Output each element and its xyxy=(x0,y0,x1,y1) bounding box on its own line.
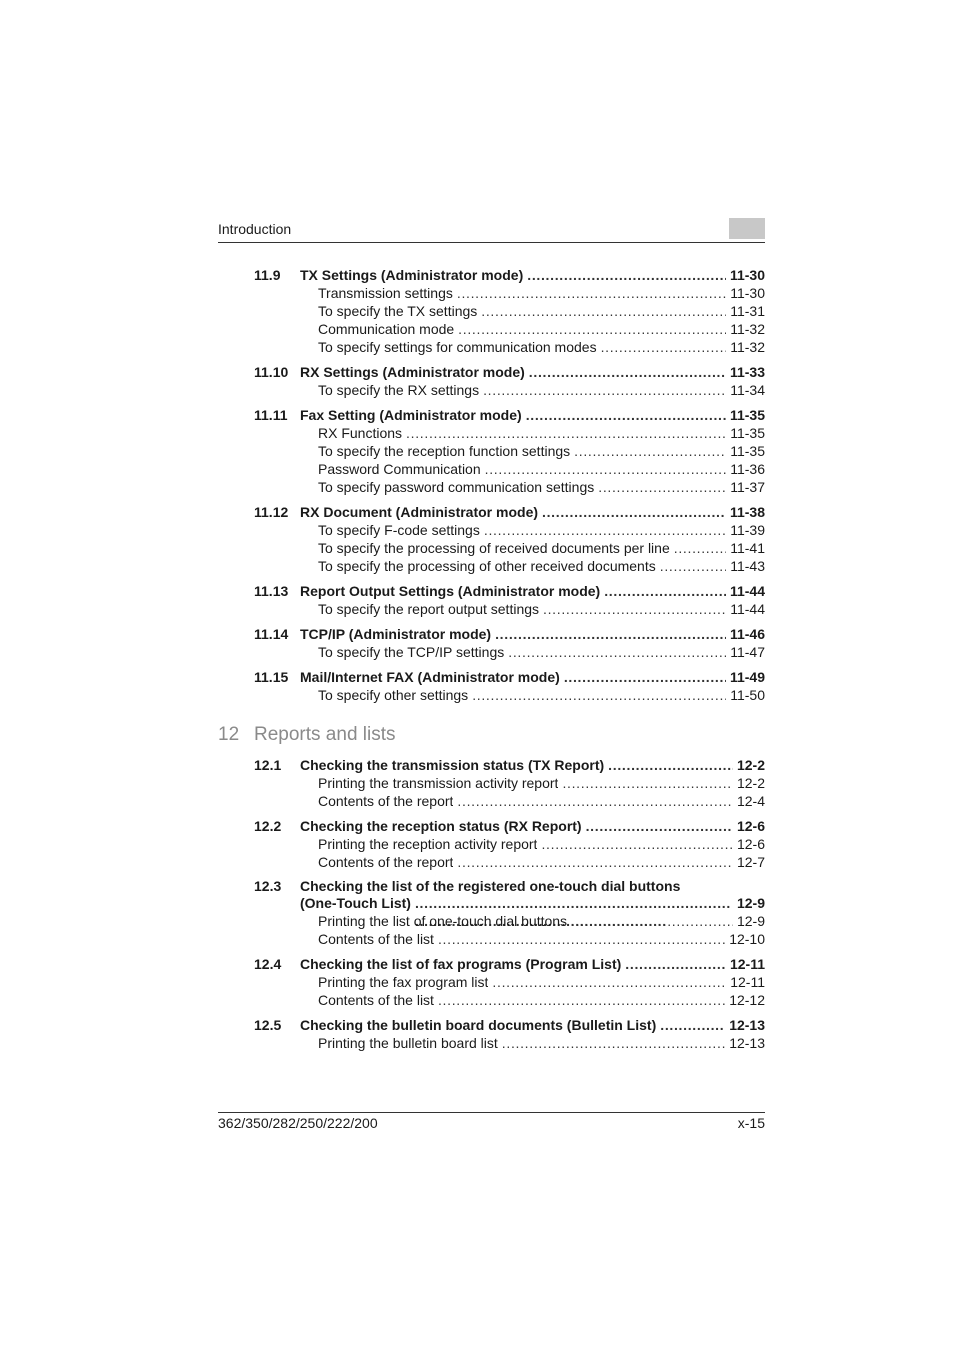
leader-dots xyxy=(574,442,726,460)
toc-subentry-page: 12-7 xyxy=(736,854,765,870)
leader-dots xyxy=(598,478,726,496)
toc-subentry[interactable] xyxy=(218,600,765,618)
toc-subentry-title: To specify the TX settings xyxy=(318,303,478,319)
toc-entry-number: 11.9 xyxy=(254,267,281,283)
toc-entry-page: 11-46 xyxy=(729,626,765,642)
leader-dots xyxy=(543,600,726,618)
toc-entry-line-2 xyxy=(218,894,765,912)
toc-subentry[interactable] xyxy=(218,991,765,1009)
toc-entry-title: TX Settings (Administrator mode) xyxy=(300,267,524,283)
leader-dots xyxy=(484,521,726,539)
toc-subentry-page: 11-44 xyxy=(730,601,765,617)
toc-subentry[interactable] xyxy=(218,460,765,478)
toc-entry-number: 12.1 xyxy=(254,757,282,773)
toc-section xyxy=(218,582,765,618)
toc-subentry-title: Transmission settings xyxy=(318,285,453,301)
toc-entry-line-1 xyxy=(218,878,765,894)
toc-subentry-title: To specify the RX settings xyxy=(318,382,480,398)
leader-dots xyxy=(541,835,733,853)
chapter-title: Reports and lists xyxy=(254,724,396,745)
toc-entry[interactable] xyxy=(218,955,765,973)
chapter-heading[interactable] xyxy=(218,724,765,746)
toc-subentry[interactable] xyxy=(218,973,765,991)
chapter-number: 12 xyxy=(218,724,240,745)
leader-dots xyxy=(526,406,726,424)
toc-entry-title: RX Settings (Administrator mode) xyxy=(300,364,525,380)
toc-section xyxy=(218,1016,765,1052)
toc-entry[interactable] xyxy=(218,756,765,774)
toc-subentry-page: 12-6 xyxy=(736,836,765,852)
toc-section xyxy=(218,503,765,575)
toc-entry-title: Checking the list of fax programs (Program List) xyxy=(300,956,622,972)
toc-section xyxy=(218,668,765,704)
toc-entry-title: Mail/Internet FAX (Administrator mode) xyxy=(300,669,560,685)
toc-subentry[interactable] xyxy=(218,774,765,792)
toc-section xyxy=(218,266,765,356)
footer-model: 362/350/282/250/222/200 xyxy=(218,1115,378,1131)
toc-subentry-page: 11-43 xyxy=(730,558,765,574)
toc-section xyxy=(218,817,765,871)
leader-dots xyxy=(458,320,726,338)
toc-subentry-title: Printing the list of one-touch dial buttons xyxy=(318,913,568,929)
toc-section xyxy=(218,625,765,661)
toc-entry-page: 12-9 xyxy=(736,895,765,911)
toc-section xyxy=(218,406,765,496)
toc-entry-page: 11-49 xyxy=(729,669,765,685)
toc-entry-page: 11-30 xyxy=(729,267,765,283)
leader-dots xyxy=(601,338,727,356)
toc-entry-page: 12-2 xyxy=(736,757,765,773)
toc-subentry-title: To specify the reception function settings xyxy=(318,443,571,459)
leader-dots xyxy=(660,1016,725,1034)
toc-entry[interactable] xyxy=(218,878,765,912)
toc-entry-page: 12-13 xyxy=(729,1017,765,1033)
toc-entry-number: 11.14 xyxy=(254,626,289,642)
toc-subentry-title: Contents of the list xyxy=(318,992,434,1008)
toc-subentry[interactable] xyxy=(218,284,765,302)
leader-dots xyxy=(406,424,726,442)
toc-subentry-title: To specify the TCP/IP settings xyxy=(318,644,505,660)
leader-dots xyxy=(492,973,726,991)
toc-subentry-title: To specify the report output settings xyxy=(318,601,540,617)
toc-subentry[interactable] xyxy=(218,912,765,930)
toc-entry-number: 12.5 xyxy=(254,1017,282,1033)
toc-entry-title: Checking the list of the registered one-touch dial buttons xyxy=(300,878,681,894)
toc-entry-title: Checking the reception status (RX Report) xyxy=(300,818,582,834)
leader-dots xyxy=(438,991,725,1009)
toc-subentry[interactable] xyxy=(218,521,765,539)
leader-dots xyxy=(564,668,726,686)
toc-subentry-page: 11-39 xyxy=(730,522,765,538)
leader-dots xyxy=(485,460,727,478)
toc-section xyxy=(218,756,765,810)
footer-divider xyxy=(218,1112,765,1113)
toc-entry-title-cont: (One-Touch List) xyxy=(300,895,411,911)
leader-dots xyxy=(457,284,726,302)
toc-subentry-page: 11-35 xyxy=(730,443,765,459)
toc-subentry-title: To specify settings for communication modes xyxy=(318,339,597,355)
toc-subentry[interactable] xyxy=(218,320,765,338)
toc-subentry-page: 12-12 xyxy=(729,992,765,1008)
toc-subentry-title: Contents of the report xyxy=(318,854,454,870)
leader-dots xyxy=(457,792,733,810)
toc-subentry-page: 12-11 xyxy=(730,974,765,990)
toc-subentry-title: To specify the processing of other received documents xyxy=(318,558,656,574)
toc-entry[interactable] xyxy=(218,625,765,643)
toc-entry-page: 11-38 xyxy=(729,504,765,520)
toc-section xyxy=(218,878,765,948)
toc-subentry[interactable] xyxy=(218,381,765,399)
toc-entry-title: RX Document (Administrator mode) xyxy=(300,504,539,520)
toc-subentry-title: Contents of the list xyxy=(318,931,434,947)
toc-subentry[interactable] xyxy=(218,853,765,871)
toc-subentry-page: 12-4 xyxy=(736,793,765,809)
leader-dots xyxy=(586,817,733,835)
table-of-contents xyxy=(218,266,765,1059)
toc-subentry[interactable] xyxy=(218,930,765,948)
toc-subentry-title: To specify the processing of received documents per line xyxy=(318,540,670,556)
toc-entry-number: 11.15 xyxy=(254,669,289,685)
toc-chapter-11-entries xyxy=(218,266,765,704)
toc-entry[interactable] xyxy=(218,503,765,521)
leader-dots xyxy=(660,557,726,575)
toc-entry-number: 12.3 xyxy=(254,878,282,894)
toc-entry[interactable] xyxy=(218,406,765,424)
leader-dots xyxy=(457,853,733,871)
toc-section xyxy=(218,363,765,399)
toc-subentry-page: 11-31 xyxy=(730,303,765,319)
toc-entry[interactable] xyxy=(218,266,765,284)
leader-dots xyxy=(472,686,726,704)
toc-subentry-title: To specify other settings xyxy=(318,687,469,703)
toc-subentry[interactable] xyxy=(218,792,765,810)
toc-entry-number: 11.10 xyxy=(254,364,289,380)
toc-entry-number: 11.11 xyxy=(254,407,288,423)
toc-subentry[interactable] xyxy=(218,686,765,704)
leader-dots xyxy=(508,643,726,661)
toc-entry-page: 12-11 xyxy=(729,956,765,972)
toc-subentry[interactable] xyxy=(218,338,765,356)
toc-entry[interactable] xyxy=(218,817,765,835)
toc-subentry-title: RX Functions xyxy=(318,425,403,441)
toc-subentry-title: Printing the bulletin board list xyxy=(318,1035,498,1051)
toc-entry-page: 11-35 xyxy=(729,407,765,423)
toc-chapter-12-entries xyxy=(218,756,765,1052)
toc-subentry[interactable] xyxy=(218,302,765,320)
toc-entry[interactable] xyxy=(218,1016,765,1034)
toc-entry-title: Fax Setting (Administrator mode) xyxy=(300,407,522,423)
toc-subentry-title: Printing the transmission activity report xyxy=(318,775,559,791)
toc-subentry-page: 11-41 xyxy=(730,540,765,556)
toc-entry[interactable] xyxy=(218,668,765,686)
toc-subentry[interactable] xyxy=(218,557,765,575)
toc-subentry-page: 11-37 xyxy=(730,479,765,495)
leader-dots xyxy=(495,625,726,643)
toc-entry-title: Checking the bulletin board documents (Bulletin List) xyxy=(300,1017,657,1033)
leader-dots xyxy=(608,756,733,774)
toc-subentry-title: Communication mode xyxy=(318,321,455,337)
leader-dots xyxy=(483,381,726,399)
toc-entry-page: 11-33 xyxy=(729,364,765,380)
leader-dots xyxy=(674,539,726,557)
leader-dots xyxy=(604,582,726,600)
leader-dots xyxy=(481,302,726,320)
toc-subentry[interactable] xyxy=(218,478,765,496)
footer-page-number: x-15 xyxy=(737,1115,765,1131)
toc-entry-page: 11-44 xyxy=(729,583,765,599)
leader-dots xyxy=(502,1034,725,1052)
leader-dots xyxy=(527,266,726,284)
toc-subentry[interactable] xyxy=(218,442,765,460)
toc-subentry-title: Printing the fax program list xyxy=(318,974,489,990)
toc-entry-page: 12-6 xyxy=(736,818,765,834)
leader-dots xyxy=(562,774,733,792)
toc-subentry-page: 11-36 xyxy=(730,461,765,477)
leader-dots xyxy=(542,503,726,521)
toc-section xyxy=(218,955,765,1009)
toc-subentry-page: 11-32 xyxy=(730,339,765,355)
toc-entry[interactable] xyxy=(218,363,765,381)
toc-subentry-title: Printing the reception activity report xyxy=(318,836,538,852)
toc-entry-number: 12.4 xyxy=(254,956,282,972)
page-header-title: Introduction xyxy=(218,221,292,237)
toc-subentry-page: 11-50 xyxy=(730,687,765,703)
toc-subentry[interactable] xyxy=(218,1034,765,1052)
leader-dots xyxy=(571,912,733,930)
toc-entry-number: 11.13 xyxy=(254,583,289,599)
leader-dots xyxy=(529,363,726,381)
toc-subentry-page: 12-2 xyxy=(736,775,765,791)
toc-subentry-page: 11-35 xyxy=(730,425,765,441)
toc-entry-title: Report Output Settings (Administrator mode) xyxy=(300,583,601,599)
toc-subentry[interactable] xyxy=(218,643,765,661)
toc-entry-title: TCP/IP (Administrator mode) xyxy=(300,626,492,642)
toc-subentry-page: 11-34 xyxy=(730,382,765,398)
toc-subentry-page: 11-47 xyxy=(730,644,765,660)
toc-subentry-page: 12-9 xyxy=(736,913,765,929)
header-tab-marker xyxy=(729,218,765,239)
toc-subentry-title: Contents of the report xyxy=(318,793,454,809)
toc-subentry[interactable] xyxy=(218,539,765,557)
toc-subentry-title: Password Communication xyxy=(318,461,481,477)
toc-subentry-title: To specify F-code settings xyxy=(318,522,480,538)
toc-subentry-title: To specify password communication settings xyxy=(318,479,595,495)
toc-subentry-page: 12-13 xyxy=(729,1035,765,1051)
header-divider xyxy=(218,242,765,243)
toc-entry-title: Checking the transmission status (TX Report) xyxy=(300,757,605,773)
toc-subentry-page: 11-30 xyxy=(730,285,765,301)
toc-subentry-page: 11-32 xyxy=(730,321,765,337)
toc-subentry-page: 12-10 xyxy=(729,931,765,947)
toc-entry[interactable] xyxy=(218,582,765,600)
toc-subentry[interactable] xyxy=(218,424,765,442)
toc-subentry[interactable] xyxy=(218,835,765,853)
leader-dots xyxy=(438,930,725,948)
toc-entry-number: 12.2 xyxy=(254,818,282,834)
toc-entry-number: 11.12 xyxy=(254,504,289,520)
leader-dots xyxy=(625,955,726,973)
